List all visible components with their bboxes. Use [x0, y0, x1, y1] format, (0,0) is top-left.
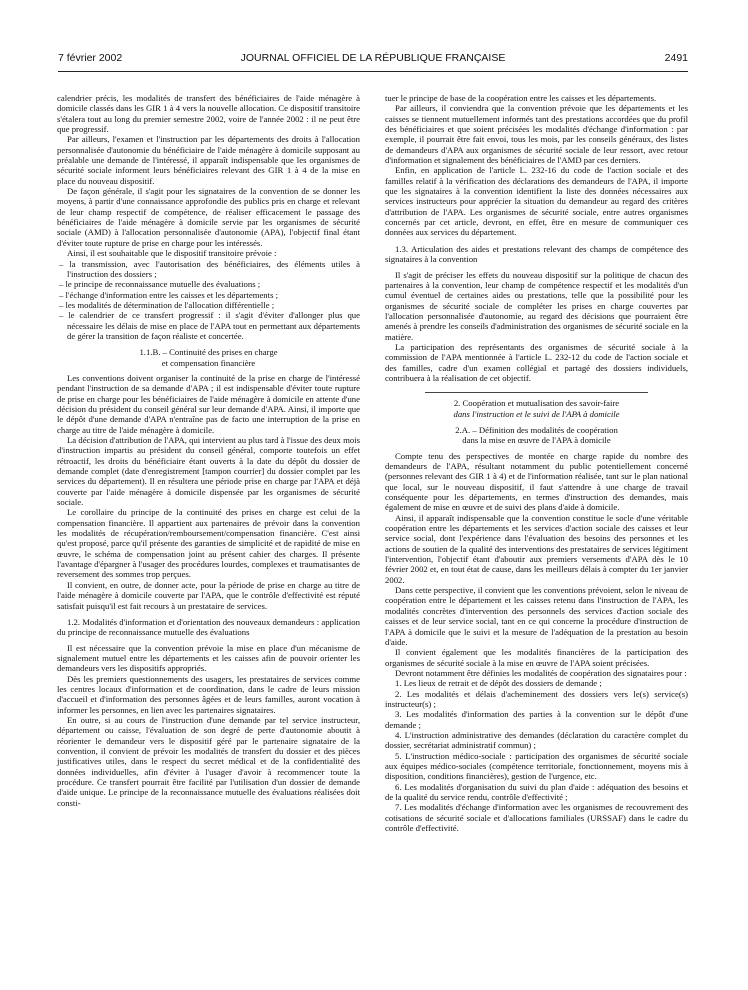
paragraph: Dans cette perspective, il convient que les conventions prévoient, selon le niveau de coopération entre le département et les caisses retenu dans l'instruction de l'APA, les modalités concrètes d'intervention des personnels des services d'action sociale des caisses et de leur service social, tant en ce qui concerne la procédure d'instruction de l'APA à domicile que le suivi et la mesure de l'adéquation de la prestation au besoin d'aide.: [385, 585, 688, 647]
list-item: 7. Les modalités d'échange d'information avec les organismes de recouvrement des cotisations de sécurité sociale et d'allocations familiales (URSSAF) dans le cadre du contrôle d'effectivité.: [385, 802, 688, 834]
section-heading-2: [385, 392, 688, 419]
paragraph: La décision d'attribution de l'APA, qui intervient au plus tard à l'issue des deux mois d'instruction impartis au président du conseil général, comporte toutefois un effet rétroactif, les droits du bénéficiaire étant ouverts à la date du dépôt du dossier de demande complet (date d'enregistrement [tampon courrier] du dossier complet par les services du département). Il en résultera une période prise en charge par l'APA et déjà couverte par l'aide ménagère à domicile dispensée par les organismes de sécurité sociale.: [57, 435, 360, 508]
list-item: 4. L'instruction administrative des demandes (déclaration du caractère complet du dossier, secrétariat administratif commun) ;: [385, 729, 688, 751]
paragraph: La participation des représentants des organismes de sécurité sociale à la commission de l'APA mentionnée à l'article L. 232-12 du code de l'action sociale et des familles, cadre d'un examen collégial et partagé des dossiers individuels, contribuera à la réalisation de cet objectif.: [385, 341, 688, 383]
paragraph: Compte tenu des perspectives de montée en charge rapide du nombre des demandeurs de l'APA, résultant notamment du public potentiellement concerné (personnes relevant des GIR 1 à 4) et de l'information réalisée, tant sur le plan national que local, sur le nouveau dispositif, il faut s'attendre à une charge de travail conséquente pour les départements, en termes d'instruction des demandes, mais également de mise en œuvre et de suivi des plans d'aide à domicile.: [385, 450, 688, 513]
paragraph: Par ailleurs, il conviendra que la convention prévoie que les départements et les caisses se tiennent mutuellement informés tant des prestations accordées que du profil des bénéficiaires et que soient précisées les modalités d'échange d'information : par exemple, il pourrait être fait envoi, tous les mois, par les conseils généraux, des listes de demandeurs d'APA aux organismes de sécurité sociale de leur ressort, avec retour d'information et signalement des bénéficiaires de l'AMD par ces derniers.: [385, 103, 688, 166]
heading-line: 2.A. – Définition des modalités de coopération: [455, 424, 618, 435]
paragraph: Dès les premiers questionnements des usagers, les prestataires de services comme les centres locaux d'information et de coordination, dans le cadre de leurs mission d'accueil et d'information des personnes âgées et de leurs familles, auront vocation à informer les personnes, en lien avec les partenaires signataires.: [57, 673, 360, 715]
list-item: 1. Les lieux de retrait et de dépôt des dossiers de demande ;: [395, 678, 602, 689]
paragraph: Il convient également que les modalités financières de la participation des organismes de sécurité sociale à la mise en œuvre de l'APA soient précisées.: [385, 647, 688, 668]
paragraph: De façon générale, il s'agit pour les signataires de la convention de se donner les moyens, à partir d'une connaissance approfondie des publics pris en charge et relevant de leur champ respectif de compétence, de réaliser efficacement le passage des bénéficiaires de l'aide ménagère à domicile servie par les organismes de sécurité sociale (AMD) à l'allocation personnalisée d'autonomie (APA), l'objectif final étant d'éviter toute rupture de prise en charge pour les intéressés.: [57, 186, 360, 248]
paragraph: Les conventions doivent organiser la continuité de la prise en charge de l'intéressé pendant l'instruction de sa demande d'APA ; il est indispensable d'éviter toute rupture de prise en charge pour les bénéficiaires de l'aide ménagère à domicile en attente d'une décision du président du conseil général sur leur demande d'APA. Ainsi, il importe que le dépôt d'une demande d'APA n'entraîne pas de facto une interruption de la prise en charge au titre de l'aide ménagère à domicile.: [57, 372, 360, 435]
right-column: [385, 93, 688, 833]
paragraph: calendrier précis, les modalités de transfert des bénéficiaires de l'aide ménagère à domicile classés dans les GIR 1 à 4 vers la nouvelle allocation. Ce dispositif transitoire s'étalera tout au long du premier semestre 2002, voire de l'année 2002 : il ne peut être que progressif.: [57, 93, 360, 135]
header-title: JOURNAL OFFICIEL DE LA RÉPUBLIQUE FRANÇAISE: [240, 52, 506, 64]
section-divider: [425, 392, 648, 393]
list-item: – les modalités de détermination de l'allocation différentielle ;: [59, 299, 275, 310]
list-item: 2. Les modalités et délais d'acheminement des dossiers vers le(s) service(s) instructeur(s) ;: [385, 688, 688, 709]
section-heading-2-a: [385, 425, 688, 446]
section-heading-1-3: 1.3. Articulation des aides et prestations relevant des champs de compétence des signataires à la convention: [385, 243, 688, 265]
paragraph: Ainsi, il apparaît indispensable que la convention constitue le socle d'une véritable coopération entre les départements et les services d'action sociale des caisses et leur service social, dont l'expérience dans l'évaluation des besoins des personnes et les actions de soutien de la qualité des interventions des prestataires de services légitiment l'intervention, l'objectif étant d'aboutir aux premiers versements d'APA dès le 10 février 2002 et, en tout état de cause, dans les meilleurs délais à compter du 1er janvier 2002.: [385, 512, 688, 585]
left-column: [57, 93, 360, 808]
paragraph: Il est nécessaire que la convention prévoie la mise en place d'un mécanisme de signalement mutuel entre les départements et les caisses afin de pouvoir orienter les demandeurs vers les dispositifs appropriés.: [57, 642, 360, 674]
list-item: 3. Les modalités d'information des parties à la convention sur le dépôt d'une demande ;: [385, 709, 688, 730]
paragraph: tuer le principe de base de la coopération entre les caisses et les départements.: [385, 93, 657, 103]
heading-line: 2. Coopération et mutualisation des savoir-faire: [453, 398, 620, 409]
heading-line: dans l'instruction et le suivi de l'APA à domicile: [453, 408, 620, 419]
list-item: – la transmission, avec l'autorisation des bénéficiaires, des éléments utiles à l'instruction des dossiers ;: [59, 258, 360, 279]
paragraph: Devront notamment être définies les modalités de coopération des signataires pour :: [395, 667, 687, 678]
list-item: 6. Les modalités d'organisation du suivi du plan d'aide : adéquation des besoins et de la qualité du service rendu, contrôle d'effectivité ;: [385, 781, 688, 802]
list-item: – le calendrier de ce transfert progressif : il s'agit d'éviter d'allonger plus que nécessaire les délais de mise en place de l'APA tout en permettant aux départements de gérer la transition de façon réaliste et concertée.: [59, 310, 360, 341]
paragraph: Le corollaire du principe de la continuité des prises en charge est celui de la compensation financière. Il appartient aux partenaires de prévoir dans la convention les modalités de récupération/remboursement/compensation financière. C'est ainsi qu'est proposé, parce qu'il présente des garanties de simplicité et de rapidité de mise en œuvre, le schéma de compensation joint au présent cahier des charges. Il présente l'avantage d'épargner à l'usager des procédures lourdes, complexes et traumatisantes de reversement des sommes trop perçues.: [57, 507, 360, 580]
list-item: 5. L'instruction médico-sociale : participation des organismes de sécurité sociale aux équipes médico-sociales (compétence territoriale, fonctionnement, moyens mis à disposition, conditions financières), gestion de l'urgence, etc.: [385, 750, 688, 782]
header-rule: [58, 71, 688, 72]
heading-line: dans la mise en œuvre de l'APA à domicile: [462, 435, 611, 446]
page-header: [58, 52, 688, 68]
section-heading-1-1-b: [57, 347, 360, 368]
paragraph: Par ailleurs, l'examen et l'instruction par les départements des droits à l'allocation personnalisée d'autonomie du bénéficiaire de l'aide ménagère à domicile supposant au préalable une demande de l'intéressé, il apparaît indispensable que les organismes de sécurité sociale informent leurs bénéficiaires relevant des GIR 1 à 4 de la mise en place du nouveau dispositif.: [57, 134, 360, 186]
paragraph: Il s'agit de préciser les effets du nouveau dispositif sur la politique de chacun des partenaires à la convention, leur champ de compétence respectif et les modalités d'un cumul éventuel de certaines aides ou prestations, telle que la possibilité pour les organismes de sécurité sociale de compléter les prises en charge couvertes par l'allocation personnalisée d'autonomie, au regard des décisions que pourraient être amenés à prendre les conseils d'administration des organismes de sécurité sociale en la matière.: [385, 269, 688, 342]
list-item: – l'échange d'information entre les caisses et les départements ;: [59, 289, 279, 300]
page-number: 2491: [664, 52, 688, 64]
heading-line: et compensation financière: [161, 357, 256, 368]
paragraph: En outre, si au cours de l'instruction d'une demande par tel service instructeur, département ou caisse, l'évaluation de son degré de perte d'autonomie aboutit à réorienter le demandeur vers le dispositif géré par le partenaire signataire de la convention, il convient de prévoir les modalités de transfert du dossier et des pièces justificatives utiles, dans le respect du secret médical et de la confidentialité des données individuelles, afin d'éviter à l'usager d'avoir à recommencer toute la procédure. Ce transfert pourrait être facilité par l'utilisation d'un dossier de demande d'aide unique. Le principe de la reconnaissance mutuelle des évaluations réalisées doit consti-: [57, 714, 360, 808]
paragraph: Ainsi, il est souhaitable que le dispositif transitoire prévoie :: [67, 248, 277, 259]
header-date: 7 février 2002: [58, 52, 123, 64]
paragraph: Enfin, en application de l'article L. 232-16 du code de l'action sociale et des familles relatif à la vérification des déclarations des demandeurs de l'APA, il importe que les signataires à la convention identifient la liste des données nécessaires aux services instructeurs pour apprécier la situation du demandeur au regard des critères d'attribution de l'APA. Les organismes de sécurité sociale, entre autres organismes concernés par cet article, devront, en effet, être en mesure de communiquer ces données aux services du département.: [385, 165, 688, 238]
heading-line: 1.1.B. – Continuité des prises en charge: [139, 347, 278, 358]
section-heading-1-2: 1.2. Modalités d'information et d'orientation des nouveaux demandeurs : application du principe de reconnaissance mutuelle des évaluations: [57, 616, 360, 638]
list-item: – le principe de reconnaissance mutuelle des évaluations ;: [59, 279, 261, 290]
paragraph: Il convient, en outre, de donner acte, pour la période de prise en charge au titre de l'aide ménagère à domicile couverte par l'APA, que le contrôle d'effectivité est réputé satisfait puisqu'il est fait recours à un prestataire de services.: [57, 579, 360, 611]
